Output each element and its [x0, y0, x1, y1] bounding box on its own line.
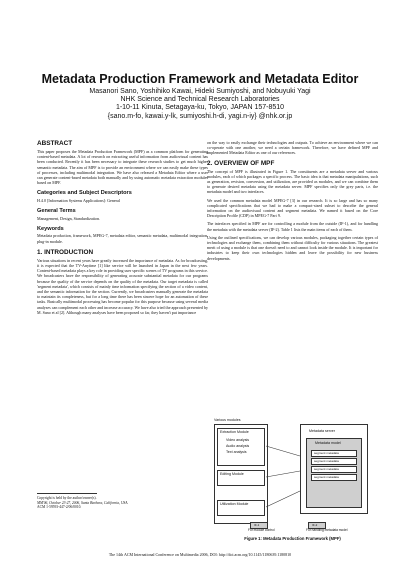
utilization-module-label: Utilization Module — [220, 502, 249, 506]
overview-heading: 2. OVERVIEW OF MPF — [207, 159, 275, 167]
metadata-server-label: Metadata server — [309, 429, 335, 433]
authors: Masanori Sano, Yoshihiko Kawai, Hideki Sumiyoshi, and Nobuyuki Yagi — [89, 88, 311, 95]
page-footer: The 14th ACM International Conference on Multimedia 2006, DOI: http://doi.acm.org/10.1145/1180639.1180810 — [108, 552, 292, 557]
categories-text: H.4.0 [Information Systems Applications]: General — [37, 197, 120, 203]
terms-text: Management, Design, Standardization. — [37, 215, 101, 221]
if1-box: IF-1 — [250, 522, 268, 529]
abstract-text: This paper proposes the Metadata Production Framework (MPF) as a common platform for generating content-based metadata. A lot of research on extracting useful information from audiovisual content has been conducted. Recently it has been necessary to integrate these research studies to get much higher semantic metadata. The aim of MPF is to provide an environment where we can easily make these types of processes, including multimodal integration. We have also released a Metadata Editor where a user can generate content-based metadata both manually and by using automatic metadata extraction modules based on MPF. — [37, 149, 208, 186]
keywords-heading: Keywords — [37, 225, 64, 232]
abstract-heading: ABSTRACT — [37, 140, 73, 147]
footnote-rule — [37, 493, 97, 494]
audio-analysis-label: Audio analysis — [226, 444, 250, 448]
figure-caption: Figure 1: Metadata Production Framework (MPF) — [244, 536, 341, 541]
terms-heading: General Terms — [37, 208, 76, 215]
segment-item-4: segment metadata — [311, 474, 357, 481]
emails: {sano.m-fo, kawai.y-lk, sumiyoshi.h-di, yagi.n-iy} @nhk.or.jp — [107, 112, 293, 120]
author-block — [0, 88, 400, 121]
if2-box: IF-2 — [308, 522, 326, 529]
left-column — [37, 140, 208, 318]
categories-heading: Categories and Subject Descriptors — [37, 190, 132, 197]
intro-heading: 1. INTRODUCTION — [37, 248, 94, 256]
intro-text: Various situations in recent years have greatly increased the importance of metadata. As for broadcasting, it is expected that the TV-Anytime [1] like service will be launched in Japan in the next few years. Content-based metadata plays a key role in providing user specific scenes of TV programs in this service. We broadcasters have the responsibility of generating accurate substantial metadata for our programs because the quality of the service depends on the quality of the metadata. Our target metadata is called 'segment metadata', which consists of mainly time information specifying the section of a video content, and the semantic information for the section. Currently, we broadcasters manually generate the metadata to maintain its completeness, but for a long time there has been sincere hope for an automation of these tasks. Basically multimodal processing has become popular for this purpose because using several media analyses can complement each other and increase accuracy. We have also tried the approach presented by M. Sano et al [2]. Although many analyses have been proposed so far, they haven't put importance — [37, 257, 208, 315]
right-para-3: We used the common metadata model MPEG-7 [3] in our research. It is so large and has so many complicated specifications that we had to make a compact-sized subset to describe the general information on the audiovisual content and segment metadata. We named it based on the Core Description Profile (CDP) in MPEG-7 Part 9. — [207, 197, 378, 219]
address: 1-10-11 Kinuta, Setagaya-ku, Tokyo, JAPAN 157-8510 — [115, 104, 285, 112]
video-analysis-label: Video analysis — [226, 438, 250, 442]
various-modules-label: Various modules — [214, 418, 241, 422]
segment-item-2: segment metadata — [311, 458, 357, 465]
right-para-1: on the way to easily exchange their technologies and outputs. To achieve an environment where we can co-operate with one another, we need a certain framework. Therefore, we have defined MPF and implemented Metadata Editor as one of our references. — [207, 140, 378, 156]
affiliation: NHK Science and Technical Research Laboratories — [120, 96, 280, 104]
text-analysis-label: Text analysis — [226, 450, 247, 454]
metadata-model-label: Metadata model — [315, 441, 341, 445]
paper-title: Metadata Production Framework and Metadata Editor — [41, 72, 359, 86]
handling-metadata-label: For handling metadata model — [306, 528, 348, 532]
figure-connectors — [214, 416, 370, 534]
editing-module-label: Editing Module — [220, 472, 244, 476]
extraction-module-label: Extraction Module — [220, 430, 249, 434]
segment-item-3: segment metadata — [311, 466, 357, 473]
right-column — [207, 140, 378, 264]
right-para-2: The concept of MPF is illustrated in Figure 1. The constituents are a metadata server and various modules, each of which packages a specific process. The basic idea is that metadata manipulations, such as generation, revision, conversion, and utilization, are provided as modules, and we can combine them to generate desired metadata using the metadata server. MPF specifies only the grey parts, i.e. the metadata model and two interfaces. — [207, 168, 378, 195]
keywords-text: Metadata production, framework, MPEG-7, metadata editor, semantic metadata, multimodal integration, plug-in module. — [37, 233, 208, 244]
copyright-line: Copyright is held by the author/owner(s). — [37, 496, 97, 500]
module-control-label: For module control — [248, 528, 275, 532]
conference-line: MM'06, October 23-27, 2006, Santa Barbara, California, USA. — [37, 500, 129, 505]
mpf-figure — [214, 416, 370, 534]
right-para-5: Using the outlined specifications, we can develop various modules, packaging together certain types of technologies and exchange them, combining them without difficulty for various situations. The greatest merit of using a module is that one doesn't need to and cannot look inside the module. It is important for industries to keep their own technologies hidden and leave the possibility for new business developments. — [207, 234, 378, 261]
segment-item-1: segment metadata — [311, 450, 357, 457]
acm-line: ACM 1-59593-447-2/06/0010. — [37, 505, 82, 510]
copyright-block — [37, 496, 208, 510]
right-para-4: The interfaces specified in MPF are for controlling a module from the outside (IF-1), and for handling the metadata with the metadata server (IF-2). Table 1 lists the main items of each of them. — [207, 221, 378, 232]
